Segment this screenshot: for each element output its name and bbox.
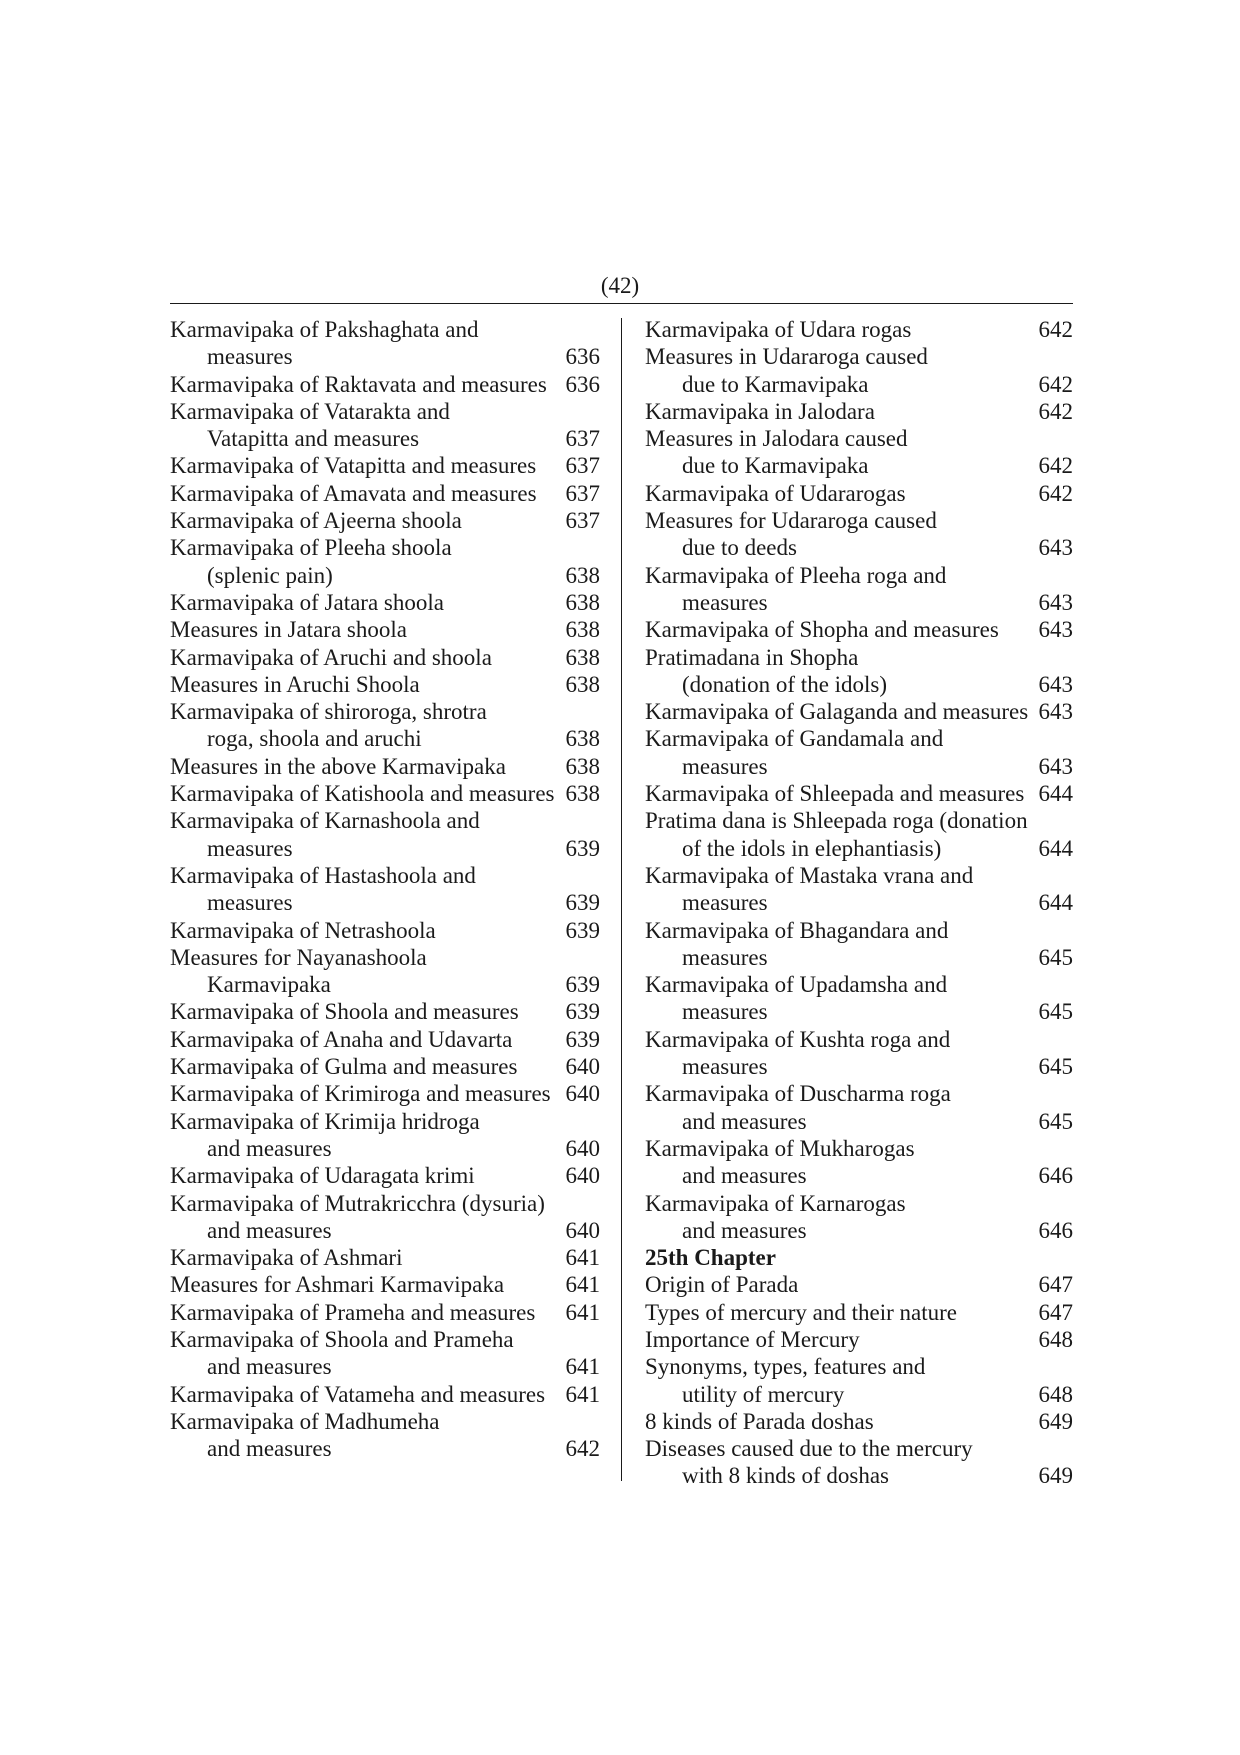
toc-entry-title: Karmavipaka of Pleeha roga and [645,562,947,588]
left-column [170,316,600,1462]
toc-page-number: 644 [1038,890,1073,916]
toc-entry-title: Karmavipaka of Mukharogas [645,1135,915,1161]
toc-page-number: 641 [565,1381,600,1407]
toc-page-number: 636 [565,344,600,370]
toc-entry-title: Measures in Aruchi Shoola [170,671,420,697]
toc-entry-title: Karmavipaka of Shopha and measures [645,617,999,643]
toc-entry-title: 8 kinds of Parada doshas [645,1408,874,1434]
toc-entry-continuation: and measures [207,1354,332,1380]
toc-entry [645,480,1073,507]
toc-entry [645,807,1073,862]
toc-page-number: 642 [1038,480,1073,506]
toc-entry [170,1244,600,1271]
toc-entry-continuation: and measures [682,1163,807,1189]
toc-entry-title: Karmavipaka of Aruchi and shoola [170,644,492,670]
toc-entry-title: Measures for Ashmari Karmavipaka [170,1272,505,1298]
toc-entry [645,917,1073,972]
toc-entry [170,1299,600,1326]
toc-entry-continuation: utility of mercury [682,1381,845,1407]
toc-entry-title: Karmavipaka of Jatara shoola [170,589,444,615]
toc-entry [170,698,600,753]
toc-page-number: 638 [565,589,600,615]
toc-entry-title: Synonyms, types, features and [645,1354,926,1380]
toc-page-number: 639 [565,1026,600,1052]
toc-page-number: 640 [565,1163,600,1189]
toc-page-number: 637 [565,426,600,452]
toc-entry-title: Karmavipaka of Shoola and measures [170,999,519,1025]
toc-entry [170,1053,600,1080]
right-column [645,316,1073,1490]
toc-page-number: 639 [565,835,600,861]
toc-page-number: 639 [565,972,600,998]
toc-entry-continuation: of the idols in elephantiasis) [682,835,942,861]
toc-entry-continuation: measures [207,890,293,916]
toc-page-number: 648 [1038,1326,1073,1352]
toc-page-number: 644 [1038,835,1073,861]
toc-page-number: 640 [565,1081,600,1107]
toc-page-number: 638 [565,644,600,670]
toc-entry [170,671,600,698]
toc-entry [170,480,600,507]
toc-entry-title: Karmavipaka in Jalodara [645,398,875,424]
toc-entry-title: Karmavipaka of Shoola and Prameha [170,1326,514,1352]
toc-entry-title: Karmavipaka of Hastashoola and [170,862,476,888]
toc-entry [645,1190,1073,1245]
toc-entry [170,1162,600,1189]
toc-entry-title: Karmavipaka of Udararogas [645,480,906,506]
toc-page-number: 642 [1038,398,1073,424]
toc-entry-title: Karmavipaka of Shleepada and measures [645,781,1025,807]
toc-entry [170,507,600,534]
toc-entry [645,971,1073,1026]
toc-page-number: 647 [1038,1299,1073,1325]
toc-entry [170,1026,600,1053]
toc-entry-title: Karmavipaka of Katishoola and measures [170,781,555,807]
toc-page-number: 637 [565,480,600,506]
toc-entry [170,589,600,616]
toc-entry [170,807,600,862]
toc-entry [170,862,600,917]
toc-page-number: 638 [565,726,600,752]
toc-entry-continuation: with 8 kinds of doshas [682,1463,889,1489]
toc-page-number: 643 [1038,753,1073,779]
toc-entry [170,944,600,999]
toc-entry-continuation: Karmavipaka [207,972,331,998]
toc-entry-title: Karmavipaka of Gulma and measures [170,1054,518,1080]
toc-entry-title: Karmavipaka of Udaragata krimi [170,1163,475,1189]
toc-entry-title: Measures in the above Karmavipaka [170,753,506,779]
toc-entry-title: Types of mercury and their nature [645,1299,957,1325]
column-divider [621,318,622,1481]
toc-page-number: 649 [1038,1408,1073,1434]
toc-entry-title: Karmavipaka of Bhagandara and [645,917,949,943]
toc-entry-title: Karmavipaka of Pleeha shoola [170,535,452,561]
toc-page-number: 643 [1038,535,1073,561]
toc-page-number: 638 [565,617,600,643]
toc-page-number: 641 [565,1245,600,1271]
toc-entry [645,644,1073,699]
toc-entry-title: Pratimadana in Shopha [645,644,859,670]
toc-entry-title: Karmavipaka of Raktavata and measures [170,371,547,397]
toc-entry-title: Karmavipaka of Anaha and Udavarta [170,1026,513,1052]
toc-entry-title: Karmavipaka of Kushta roga and [645,1026,951,1052]
toc-entry-continuation: due to Karmavipaka [682,453,869,479]
toc-entry [170,753,600,780]
toc-entry-continuation: roga, shoola and aruchi [207,726,422,752]
toc-entry-continuation: due to deeds [682,535,797,561]
toc-entry [645,1271,1073,1298]
toc-entry-title: Karmavipaka of Krimiroga and measures [170,1081,551,1107]
toc-page-number: 642 [565,1436,600,1462]
toc-entry-continuation: (donation of the idols) [682,671,888,697]
toc-entry-title: Karmavipaka of Upadamsha and [645,972,948,998]
toc-entry [170,371,600,398]
toc-entry [645,562,1073,617]
header-rule [170,303,1073,304]
toc-entry [645,725,1073,780]
toc-entry-title: Importance of Mercury [645,1326,860,1352]
toc-entry-continuation: measures [682,999,768,1025]
page-number: (42) [600,273,640,298]
toc-page-number: 640 [565,1135,600,1161]
toc-page-number: 643 [1038,671,1073,697]
toc-entry-continuation: Vatapitta and measures [207,426,420,452]
toc-page-number: 638 [565,562,600,588]
toc-entry-title: Pratima dana is Shleepada roga (donation [645,808,1028,834]
toc-entry [645,1080,1073,1135]
toc-entry-continuation: and measures [207,1436,332,1462]
toc-entry-continuation: and measures [207,1135,332,1161]
toc-page-number: 646 [1038,1163,1073,1189]
toc-page-number: 645 [1038,1108,1073,1134]
toc-page-number: 639 [565,917,600,943]
toc-entry [170,316,600,371]
toc-entry [645,343,1073,398]
toc-page-number: 645 [1038,999,1073,1025]
toc-entry-continuation: due to Karmavipaka [682,371,869,397]
toc-entry-title: Karmavipaka of Amavata and measures [170,480,537,506]
toc-page-number: 648 [1038,1381,1073,1407]
toc-entry [170,616,600,643]
toc-entry [645,698,1073,725]
toc-entry-title: Karmavipaka of Galaganda and measures [645,699,1029,725]
toc-entry [170,398,600,453]
toc-entry [170,1271,600,1298]
toc-entry [170,917,600,944]
toc-entry [645,1435,1073,1490]
toc-page-number: 649 [1038,1463,1073,1489]
toc-page-number: 643 [1038,617,1073,643]
toc-page-number: 644 [1038,781,1073,807]
toc-page-number: 638 [565,753,600,779]
toc-entry-title: Karmavipaka of Karnashoola and [170,808,480,834]
toc-page-number: 641 [565,1299,600,1325]
toc-entry [645,1353,1073,1408]
toc-entry [645,1135,1073,1190]
toc-entry-continuation: measures [682,753,768,779]
toc-entry [645,507,1073,562]
toc-entry [645,862,1073,917]
toc-entry-title: Karmavipaka of Ajeerna shoola [170,508,462,534]
toc-entry-title: Karmavipaka of shiroroga, shrotra [170,699,487,725]
toc-entry-continuation: measures [682,890,768,916]
toc-entry-title: Karmavipaka of Gandamala and [645,726,944,752]
toc-entry-title: Karmavipaka of Vatarakta and [170,398,450,424]
toc-entry-title: Karmavipaka of Ashmari [170,1245,403,1271]
toc-entry-continuation: measures [682,589,768,615]
toc-entry-title: Karmavipaka of Prameha and measures [170,1299,536,1325]
toc-entry [170,644,600,671]
toc-entry [645,1408,1073,1435]
toc-entry [645,1026,1073,1081]
toc-entry-title: Diseases caused due to the mercury [645,1436,973,1462]
toc-page-number: 642 [1038,371,1073,397]
toc-entry-title: Origin of Parada [645,1272,799,1298]
toc-entry [170,780,600,807]
toc-page-number: 645 [1038,944,1073,970]
toc-entry [170,1381,600,1408]
toc-entry-title: Karmavipaka of Mutrakricchra (dysuria) [170,1190,545,1216]
toc-page-number: 643 [1038,699,1073,725]
toc-entry-title: Karmavipaka of Duscharma roga [645,1081,951,1107]
chapter-heading: 25th Chapter [645,1245,776,1271]
toc-entry [645,780,1073,807]
toc-entry [170,998,600,1025]
toc-entry [170,1408,600,1463]
toc-entry-title: Measures in Jalodara caused [645,426,908,452]
toc-entry [645,1326,1073,1353]
toc-entry-title: Karmavipaka of Netrashoola [170,917,436,943]
toc-entry [645,1299,1073,1326]
toc-entry-title: Karmavipaka of Krimija hridroga [170,1108,480,1134]
toc-entry-continuation: and measures [682,1217,807,1243]
toc-entry-continuation: measures [207,835,293,861]
toc-entry-title: Karmavipaka of Vatameha and measures [170,1381,546,1407]
toc-entry [170,1190,600,1245]
toc-page-number: 643 [1038,589,1073,615]
toc-page-number: 642 [1038,317,1073,342]
toc-entry [645,398,1073,425]
toc-entry [170,534,600,589]
toc-page-number: 640 [565,1217,600,1243]
toc-entry [170,1326,600,1381]
toc-entry-continuation: measures [207,344,293,370]
toc-page-number: 637 [565,508,600,534]
toc-entry [170,452,600,479]
toc-page-number: 641 [565,1354,600,1380]
toc-entry-title: Measures in Udararoga caused [645,344,928,370]
toc-page-number: 642 [1038,453,1073,479]
toc-entry-title: Karmavipaka of Karnarogas [645,1190,906,1216]
toc-entry [645,616,1073,643]
toc-entry-title: Measures in Jatara shoola [170,617,407,643]
toc-page-number: 646 [1038,1217,1073,1243]
toc-entry-title: Measures for Udararoga caused [645,508,937,534]
toc-entry [170,1108,600,1163]
toc-entry-continuation: and measures [207,1217,332,1243]
toc-entry-title: Karmavipaka of Mastaka vrana and [645,862,974,888]
toc-page-number: 639 [565,890,600,916]
toc-page-number: 639 [565,999,600,1025]
toc-page-number: 647 [1038,1272,1073,1298]
toc-entry-title: Karmavipaka of Pakshaghata and [170,317,479,342]
toc-entry-continuation: measures [682,944,768,970]
toc-entry-continuation: (splenic pain) [207,562,333,588]
toc-entry-title: Karmavipaka of Vatapitta and measures [170,453,537,479]
toc-page-number: 636 [565,371,600,397]
toc-entry-title: Measures for Nayanashoola [170,944,427,970]
toc-page-number: 637 [565,453,600,479]
toc-page-number: 638 [565,781,600,807]
toc-page-number: 645 [1038,1054,1073,1080]
toc-entry [645,425,1073,480]
toc-page-number: 640 [565,1054,600,1080]
toc-entry [170,1080,600,1107]
toc-page-number: 638 [565,671,600,697]
toc-entry-title: Karmavipaka of Udara rogas [645,317,912,342]
toc-entry-title: Karmavipaka of Madhumeha [170,1408,440,1434]
toc-entry-continuation: and measures [682,1108,807,1134]
toc-entry-continuation: measures [682,1054,768,1080]
toc-page-number: 641 [565,1272,600,1298]
toc-entry [645,316,1073,343]
